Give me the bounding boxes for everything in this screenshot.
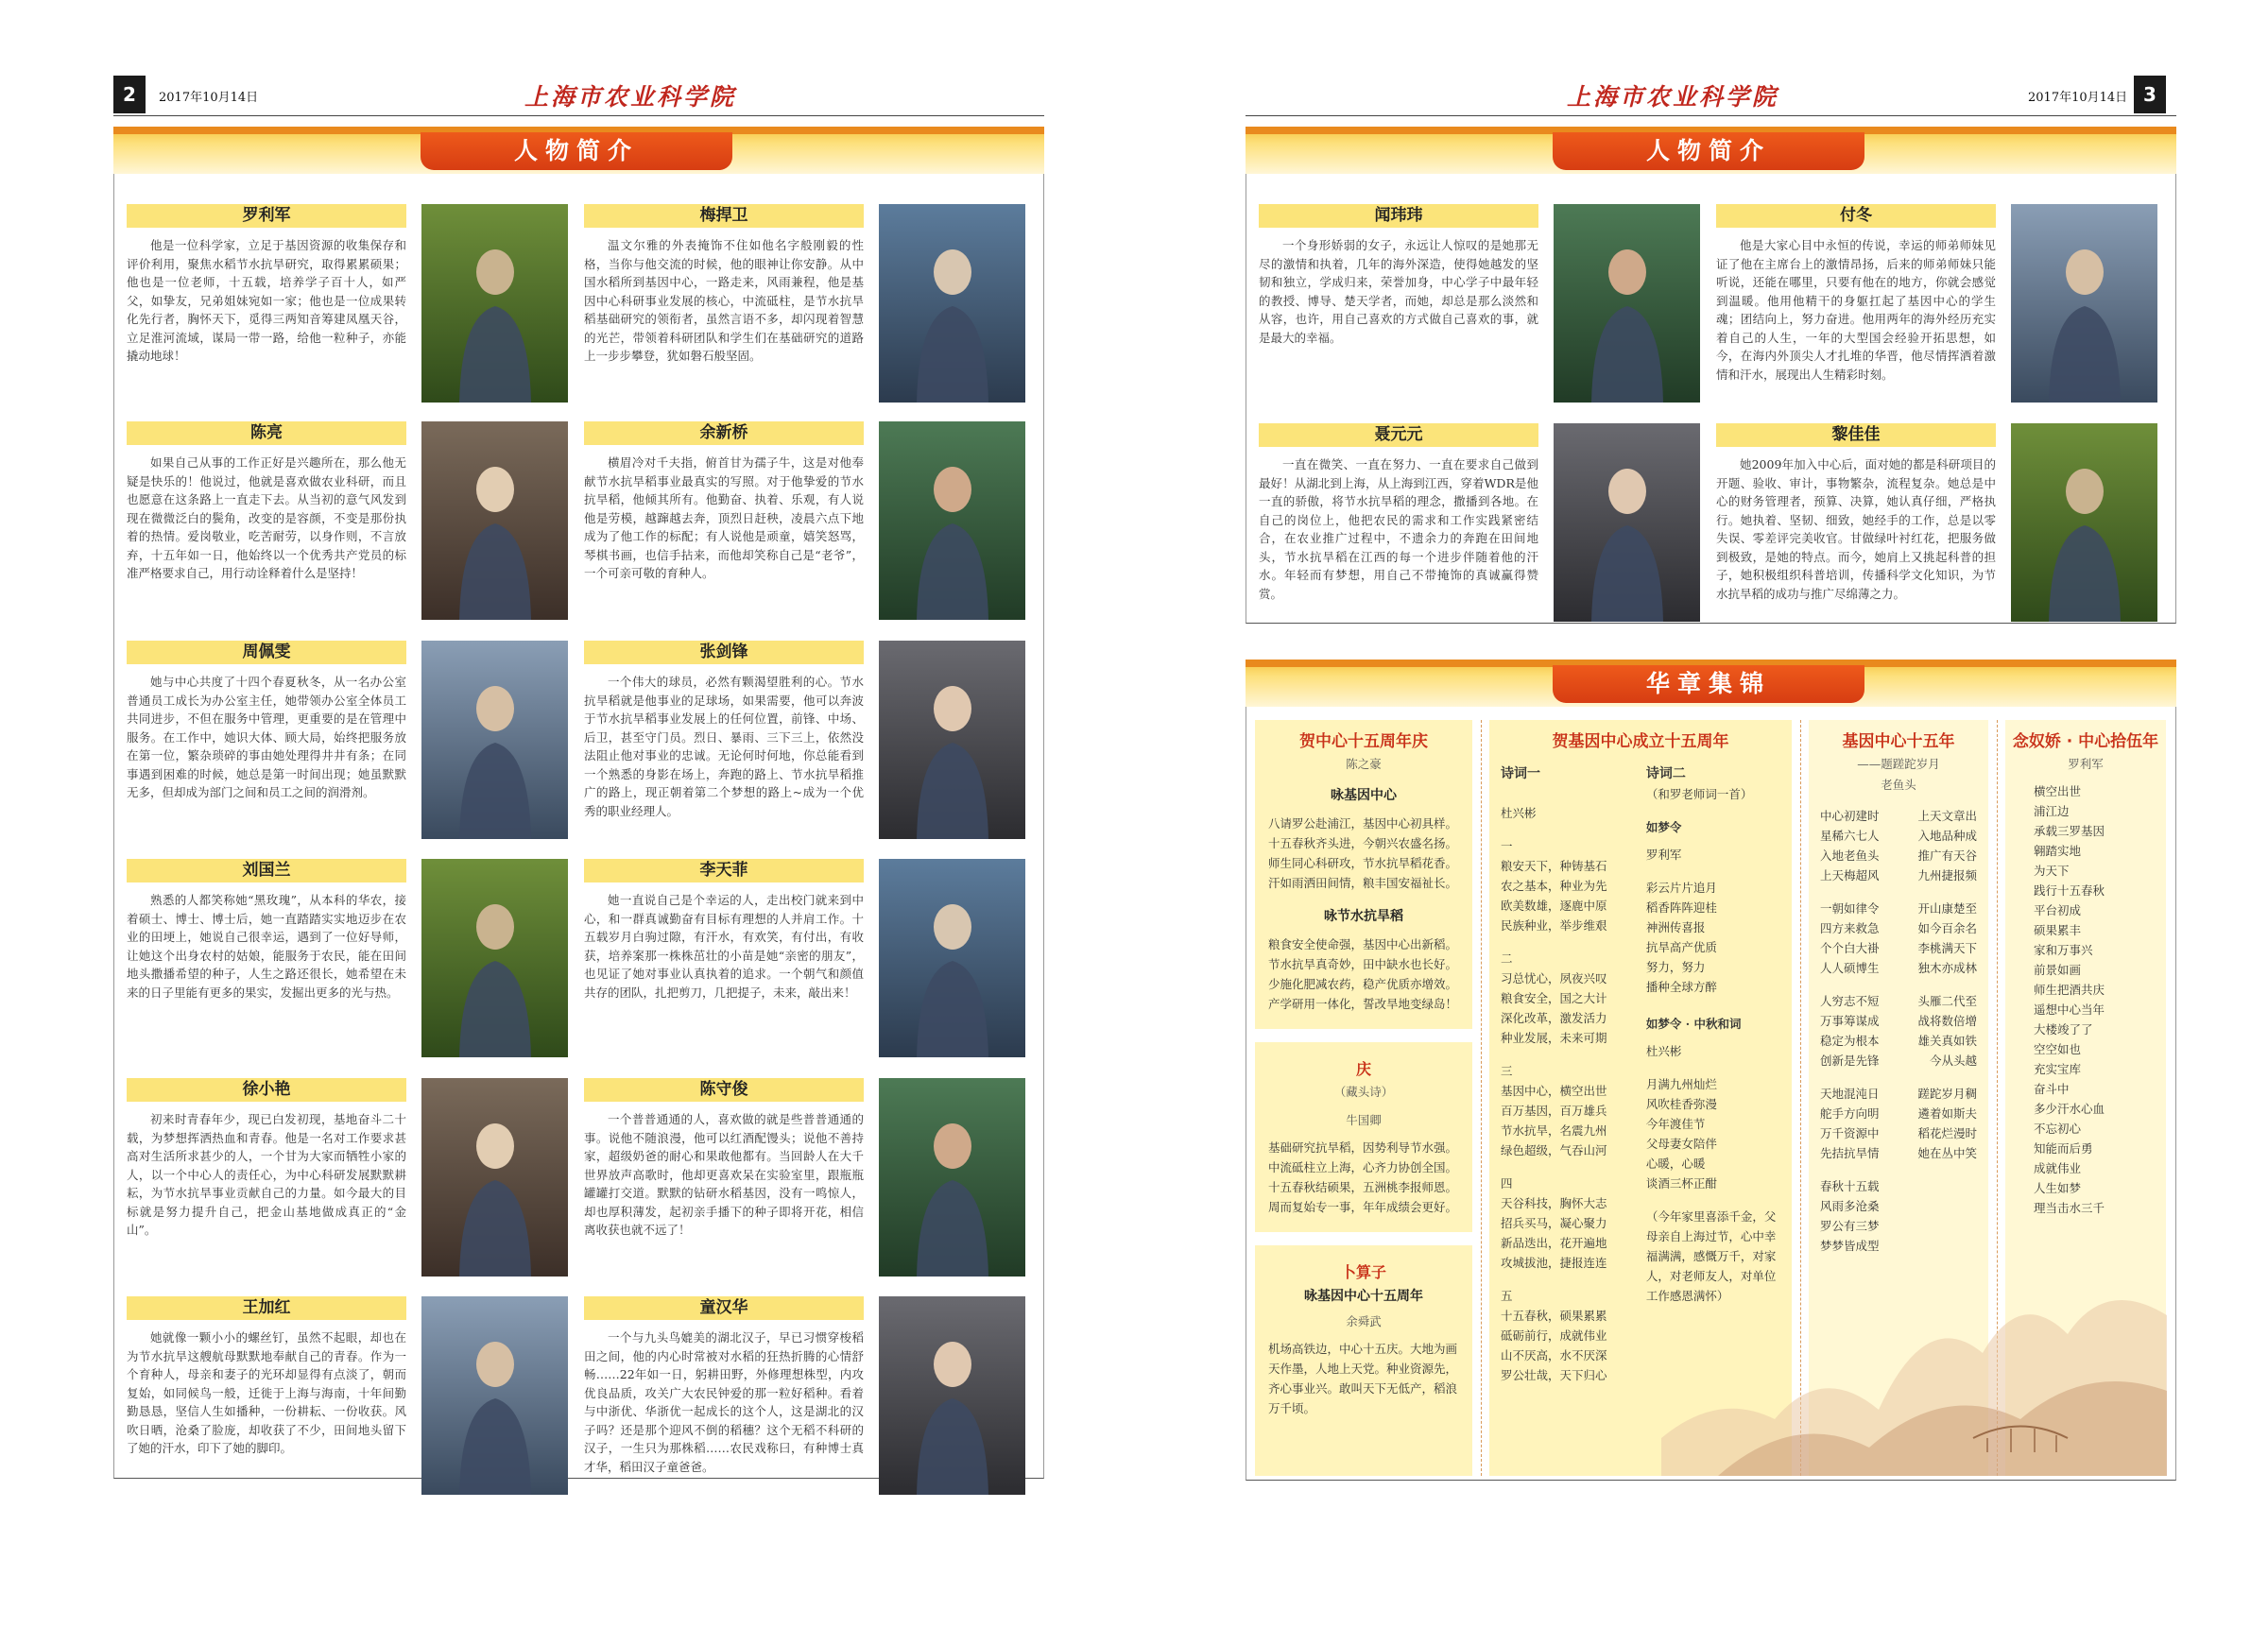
poem-line: 星稀六七人 入地品种成 <box>1820 829 1977 843</box>
poem-part-number: 五 <box>1501 1289 1513 1303</box>
profile-card <box>127 859 571 1071</box>
poem-part-number: 三 <box>1501 1064 1513 1078</box>
right-page <box>1246 76 2176 1531</box>
poem-part <box>1501 1061 1635 1160</box>
poem-line: 罗公壮哉，天下归心 <box>1501 1368 1607 1382</box>
poem-line: 成就伟业 <box>2034 1161 2082 1175</box>
profile-name: 余新桥 <box>584 421 864 445</box>
section2-banner <box>1246 660 2176 707</box>
poem-line: 风吹桂香弥漫 <box>1645 1097 1717 1111</box>
profile-text: 横眉冷对千夫指，俯首甘为孺子牛，这是对他奉献节水抗旱稻事业最真实的写照。对于他挚爱的节水抗旱稻，他倾其所有。他勤奋、执着、乐观，有人说他是劳模，越蹿越去奔，顶烈日赶秧，凌晨六点下地成为了他工作的标配；有人说他是顽童，嬉笑怒骂，琴棋书画，也信手拈来，而他却笑称自己是“老爷”，一个可亲可敬的育种人。 <box>584 455 864 580</box>
profile-card <box>127 1078 571 1291</box>
poem-line: 创新是先锋 今从头越 <box>1820 1054 1977 1068</box>
profile-text: 他是大家心目中永恒的传说，幸运的师弟师妹见证了他在主席台上的激情昂扬，后来的师弟师妹只能听说，还能在哪里，只要有他在的地方，你就会感觉到温暖。他用他精干的身躯扛起了基因中心的学生魂；团结向上，努力奋进。他用两年的海外经历充实着自己的人生，一年的大型国会经验开拓思想，如今，在海内外顶尖人才扎堆的华晋，他尽情挥洒着激情和汗水，展现出人生精彩时刻。 <box>1716 238 1996 382</box>
person-portrait-photo <box>2011 423 2157 622</box>
person-portrait-photo <box>421 641 568 839</box>
poem-subtitle: （藏头诗） <box>1333 1085 1394 1099</box>
profile-name: 陈亮 <box>127 421 406 445</box>
poem-body: 八请罗公赴浦江，基因中心初具样。十五春秋齐头进，今朝兴农盛名扬。师生同心科研攻，节水抗旱稻花香。汗如雨洒田间情，粮丰国安福祉长。 <box>1268 816 1458 890</box>
poem-author: 陈之豪 <box>1346 757 1382 771</box>
poem-line: 稻香阵阵迎桂 <box>1645 900 1717 915</box>
profile-name: 刘国兰 <box>127 859 406 882</box>
poem-line: 抗旱高产优质 <box>1645 940 1717 954</box>
poem-line: 十五春秋，硕果累累 <box>1501 1309 1607 1323</box>
poem-line: 春秋十五载 <box>1820 1179 1880 1193</box>
poem-body: 机场高铁边，中心十五庆。大地为画天作墨，人地上天党。种业资源先，齐心事业兴。敢叫天下无低产，稻浪万千顷。 <box>1268 1342 1458 1415</box>
person-portrait-photo <box>421 859 568 1057</box>
poem-line: 硕果累丰 <box>2034 923 2082 937</box>
profile-card <box>584 859 1028 1071</box>
profile-card <box>584 204 1028 417</box>
poem-heading: 咏节水抗旱稻 <box>1324 909 1403 924</box>
page-number: 3 <box>2134 76 2166 113</box>
profile-card <box>1259 204 1703 417</box>
profile-photo <box>1554 423 1700 622</box>
profile-photo <box>421 421 568 620</box>
poem-author: 罗利军 <box>1645 848 1682 862</box>
poem-line: 攻城拔池，捷报连连 <box>1501 1256 1607 1270</box>
poem-line: 浦江边 <box>2034 804 2070 818</box>
person-portrait-photo <box>421 204 568 403</box>
column-divider <box>1481 720 1482 1476</box>
poem-parts <box>1501 836 1635 1385</box>
poem-line: 践行十五春秋 <box>2034 883 2105 898</box>
poem-line: 平台初成 <box>2034 903 2082 917</box>
ink-landscape-illustration <box>1661 1249 2167 1476</box>
poem-line: 遥想中心当年 <box>2034 1002 2105 1017</box>
poem-line: 个个白大褂 李桃满天下 <box>1820 941 1977 955</box>
poem-line: 粮安天下，种铸基石 <box>1501 859 1607 873</box>
poem-line: 基因中心，横空出世 <box>1501 1084 1607 1098</box>
person-portrait-photo <box>879 204 1025 403</box>
poem-subtitle: ——题蹉跎岁月 <box>1857 757 1940 771</box>
poem-part <box>1501 1286 1635 1385</box>
poem-stanza <box>1820 899 1977 978</box>
profile-text: 她2009年加入中心后，面对她的都是科研项目的开题、验收、审计，事物繁杂，流程复杂。她总是中心的财务管理者，预算、决算，她认真仔细，严格执行。她执着、坚韧、细致，她经手的工作，总是以零失误、零差评完美收官。甘做绿叶衬红花，把服务做到极致，是她的特点。而今，她肩上又挑起科普的担子，她积极组织科普培训，传播科学文化知识，为节水抗旱稻的成功与推广尽绵薄之力。 <box>1716 457 1996 601</box>
profile-text: 如果自己从事的工作正好是兴趣所在，那么他无疑是快乐的！他说过，他就是喜欢做农业科研，而且也愿意在这条路上一直走下去。从当初的意气风发到现在微微泛白的鬓角，改变的是容颜，不变是那份执着的热情。爱岗敬业，吃苦耐劳，以身作则，不言放弃，十五年如一日，他始终以一个优秀共产党员的标准严格要求自己，用行动诠释着什么是坚持！ <box>127 455 406 580</box>
profile-photo <box>879 1078 1025 1277</box>
poem-line: 山不厌高，水不厌深 <box>1501 1348 1607 1362</box>
poem-lines <box>2034 781 2155 1218</box>
poem-line: 一朝如律令 开山康楚至 <box>1820 901 1977 916</box>
section-title: 人物简介 <box>513 137 639 164</box>
person-portrait-photo <box>879 421 1025 620</box>
person-portrait-photo <box>879 1296 1025 1495</box>
profile-name: 聂元元 <box>1259 423 1538 447</box>
person-portrait-photo <box>2011 204 2157 403</box>
profile-text: 她就像一颗小小的螺丝钉，虽然不起眼，却也在为节水抗旱这艘航母默默地奉献自己的青春。作为一个育种人，母亲和妻子的光环却显得有点淡了，朝而复始，如同候鸟一般，迁徙于上海与海南，十年间勤勤恳恳，坚信人生如播种，一份耕耘、一份收获。风吹日晒，沧桑了脸庞，却收获了不少，田间地头留下了她的汗水，印下了她的脚印。 <box>127 1330 406 1455</box>
profile-photo <box>421 1296 568 1495</box>
profile-card <box>1716 204 2160 417</box>
poem-line: 四方来救急 如今百余名 <box>1820 921 1977 935</box>
poem-title: 庆 <box>1355 1060 1371 1078</box>
profile-name: 闻玮玮 <box>1259 204 1538 228</box>
profile-name: 王加红 <box>127 1296 406 1320</box>
poem-line: 万事筹谋成 战将数倍增 <box>1820 1014 1977 1028</box>
poem-heading: 咏基因中心十五周年 <box>1304 1289 1423 1304</box>
poem-line: 翱踏实地 <box>2034 844 2082 858</box>
person-portrait-photo <box>879 1078 1025 1277</box>
poem-heading: 咏基因中心 <box>1331 788 1397 803</box>
profile-text: 初来时青春年少，现已白发初现，基地奋斗二十载，为梦想挥洒热血和青春。他是一名对工作要求甚高对生活所求甚少的人，一个甘为大家而牺牲小家的人，以一个中心人的责任心，为中心科研发展默默耕耘，为节水抗旱事业贡献自己的力量。如今最大的目标就是努力提升自己，把金山基地做成真正的“金山”。 <box>127 1112 406 1237</box>
poem-line: 入地老鱼头 推广有天谷 <box>1820 848 1977 863</box>
poem-title: 贺中心十五周年庆 <box>1299 732 1428 751</box>
profile-photo <box>879 1296 1025 1495</box>
poem-line: 月满九州灿烂 <box>1645 1077 1717 1091</box>
profile-text: 他是一位科学家，立足于基因资源的收集保存和评价利用，聚焦水稻节水抗旱研究，取得累累硕果；他也是一位老师，十五载，培养学子百十人，如严父，如挚友，兄弟姐妹宛如一家；他也是一位成果转化先行者，胸怀天下，觅得三两知音筹建凤凰天谷，立足淮河流域，谋局一带一路，给他一粒种子，亦能撬动地球！ <box>127 238 406 363</box>
poem-line: 习总忧心，夙夜兴叹 <box>1501 971 1607 985</box>
profile-text: 温文尔雅的外表掩饰不住如他名字般刚毅的性格，当你与他交流的时候，他的眼神让你安静。从中国水稻所到基因中心，一路走来，风雨兼程，他是基因中心科研事业发展的核心，中流砥柱，是节水抗旱稻基础研究的领衔者，虽然言语不多，却闪现着智慧的光芒，带领着科研团队和学生们在基础研究的道路上一步步攀登，犹如磐石般坚固。 <box>584 238 864 363</box>
poem-line: 绿色超级，气吞山河 <box>1501 1143 1607 1157</box>
header-rule <box>113 115 1044 116</box>
profile-photo <box>2011 204 2157 403</box>
poem-stanza <box>1820 1176 1977 1256</box>
poem-column-1 <box>1255 720 1472 1476</box>
poem-title: 基因中心十五年 <box>1842 732 1955 751</box>
poem-line: 努力，努力 <box>1645 960 1706 974</box>
profile-name: 张剑锋 <box>584 641 864 664</box>
poem-line: 心暖，心暖 <box>1645 1157 1706 1171</box>
page-number: 2 <box>113 76 146 113</box>
poem-line: 欧美数雄，逐鹿中原 <box>1501 899 1607 913</box>
person-portrait-photo <box>879 859 1025 1057</box>
profile-card <box>1716 423 2160 636</box>
poem-line: 舵手方向明 遴着如斯夫 <box>1820 1106 1977 1121</box>
poem-heading: 诗词一 <box>1501 766 1540 781</box>
profile-photo <box>879 421 1025 620</box>
poem-line: 先拮抗旱情 她在丛中笑 <box>1820 1146 1977 1160</box>
poem-title: 念奴娇 · 中心拾伍年 <box>2012 732 2159 751</box>
header-rule <box>1246 115 2176 116</box>
poem-line: 新品迭出，花开遍地 <box>1501 1236 1607 1250</box>
poem-line: 风雨多沧桑 <box>1820 1199 1880 1213</box>
profile-name: 罗利军 <box>127 204 406 228</box>
poem-line: 今年渡佳节 <box>1645 1117 1706 1131</box>
profile-card <box>584 1296 1028 1509</box>
poem-line: 家和万事兴 <box>2034 943 2093 957</box>
profile-text: 一个与九头鸟媲美的湖北汉子，早已习惯穿梭稻田之间，他的内心时常被对水稻的狂热折腾的心情舒畅……22年如一日，躬耕田野，外修理想株型，内攻优良品质，攻关广大农民钟爱的那一粒好稻种。看着与中浙优、华浙优一起成长的这个人，这是湖北的汉子吗？还是那个迎风不倒的稻穗？这个无稻不科研的汉子，一生只为那株稻……农民戏称曰，有种博士真才华，稻田汉子童爸爸。 <box>584 1330 864 1474</box>
poem-line: 人穷志不短 头雁二代至 <box>1820 994 1977 1008</box>
profile-card <box>127 1296 571 1509</box>
poem-part-number: 二 <box>1501 951 1513 966</box>
poem-part <box>1501 949 1635 1048</box>
poem-line: 理当击水三千 <box>2034 1201 2105 1215</box>
profile-photo <box>421 1078 568 1277</box>
masthead: 上海市农业科学院 <box>524 83 737 111</box>
poem-author: 杜兴彬 <box>1501 806 1537 820</box>
page-header <box>1246 76 2176 113</box>
profile-card <box>584 421 1028 634</box>
poem-part <box>1501 836 1635 935</box>
profile-name: 徐小艳 <box>127 1078 406 1102</box>
profile-card <box>127 641 571 853</box>
poem-line: 种业发展，未来可期 <box>1501 1031 1607 1045</box>
person-portrait-photo <box>879 641 1025 839</box>
poem-author: 余舜武 <box>1346 1314 1382 1328</box>
poem-line: 神洲传喜报 <box>1645 920 1706 934</box>
poem-line: 梦梦皆成型 <box>1820 1239 1880 1253</box>
profile-text: 她一直说自己是个幸运的人，走出校门就来到中心，和一群真诚勤奋有目标有理想的人并肩工作。十五载岁月白驹过隙，有汗水，有欢笑，有付出，有收获，培养案那一株株茁壮的小苗是她“亲密的朋友”，也见证了她对事业认真执着的追求。一个朝气和颜值共存的团队，扎把剪刀，几把提子，未来，敲出来！ <box>584 893 864 1000</box>
person-portrait-photo <box>1554 204 1700 403</box>
poem-author: 罗利军 <box>2068 757 2104 771</box>
person-portrait-photo <box>421 1296 568 1495</box>
profile-photo <box>879 859 1025 1057</box>
profile-photo <box>879 204 1025 403</box>
poem-author: 杜兴彬 <box>1645 1044 1682 1058</box>
poem-line: 民族种业，举步维艰 <box>1501 918 1607 933</box>
profile-name: 陈守俊 <box>584 1078 864 1102</box>
profile-card <box>1259 423 1703 636</box>
poem-line: 稳定为根本 雄关真如铁 <box>1820 1034 1977 1048</box>
poem-line: 充实宝库 <box>2034 1062 2082 1076</box>
masthead: 上海市农业科学院 <box>1567 83 1779 111</box>
profile-text: 一个伟大的球员，必然有颗渴望胜利的心。节水抗旱稻就是他事业的足球场，如果需要，他可以奔波于节水抗旱稻事业发展上的任何位置，前锋、中场、后卫，甚至守门员。烈日、暴雨、三下三上，依然没法阻止他对事业的忠诚。无论何时何地，你总能看到一个熟悉的身影在场上，奔跑的路上、节水抗旱稻推广的路上，现正朝着第二个梦想的路上~成为一个优秀的职业经理人。 <box>584 675 864 818</box>
poem-title: 卜算子 <box>1340 1263 1386 1281</box>
poem-note: （今年家里喜添千金，父母亲自上海过节，心中幸福满满，感慨万千，对家人，对老师友人，对单位工作感恩满怀） <box>1645 1209 1777 1303</box>
left-page <box>113 76 1044 1531</box>
profile-card <box>584 641 1028 853</box>
person-portrait-photo <box>1554 423 1700 622</box>
profile-photo <box>2011 423 2157 622</box>
poem-line: 人人硕博生 独木亦成林 <box>1820 961 1977 975</box>
poem-stanzas <box>1820 806 1977 1256</box>
poem-line: 播种全球方醉 <box>1645 980 1717 994</box>
profile-photo <box>421 859 568 1057</box>
section-title: 人物简介 <box>1645 137 1771 164</box>
issue-date: 2017年10月14日 <box>159 91 259 105</box>
profile-name: 付冬 <box>1716 204 1996 228</box>
section2-title: 华章集锦 <box>1645 670 1771 697</box>
profile-name: 周佩雯 <box>127 641 406 664</box>
poem-subtitle: （和罗老师词一首） <box>1645 787 1753 801</box>
poem-line: 万千资源中 稻花烂漫时 <box>1820 1126 1977 1140</box>
poem-part <box>1501 1174 1635 1273</box>
poem-line: 彩云片片追月 <box>1645 881 1717 895</box>
poem-part-number: 一 <box>1501 839 1513 853</box>
poem-line: 奋斗中 <box>2034 1082 2070 1096</box>
person-portrait-photo <box>421 1078 568 1277</box>
profile-card <box>127 421 571 634</box>
poem-stanza <box>1820 806 1977 885</box>
poem-lines <box>1646 1074 1780 1193</box>
profile-card <box>584 1078 1028 1291</box>
profile-text: 熟悉的人都笑称她“黑玫瑰”，从本科的华农，接着硕士、博士、博士后，她一直踏踏实实地迈步在农业的田埂上，她说自己很幸运，遇到了一位好导师，让她这个出身农村的姑娘，能服务于农民，能在田间地头撒播希望的种子，人生之路还很长，她希望在未来的日子里能有更多的果实，发掘出更多的光与热。 <box>127 893 406 1000</box>
poem-line: 知能而后勇 <box>2034 1141 2093 1156</box>
issue-date: 2017年10月14日 <box>2028 91 2128 105</box>
poem-line: 百万基因，百万雄兵 <box>1501 1104 1607 1118</box>
page-header <box>113 76 1044 113</box>
poem-line: 师生把酒共庆 <box>2034 983 2105 997</box>
section-banner <box>113 127 1044 174</box>
profile-name: 黎佳佳 <box>1716 423 1996 447</box>
poem-line: 谈酒三杯正酣 <box>1645 1176 1717 1191</box>
poem-line: 为天下 <box>2034 864 2070 878</box>
poem-stanza <box>1820 1084 1977 1163</box>
profile-text: 一直在微笑、一直在努力、一直在要求自己做到最好！从湖北到上海，从上海到江西，穿着WDR是他一直的骄傲，将节水抗旱稻的理念，撒播到各地。在自己的岗位上，他把农民的需求和工作实践紧密结合，在农业推广过程中，不遗余力的奔跑在田间地头，节水抗旱稻在江西的每一个进步伴随着他的汗水。年轻而有梦想，用自己不带掩饰的真诚赢得赞赏。 <box>1259 457 1538 601</box>
poem-body: 粮食安全使命强，基因中心出新稻。节水抗旱真奇妙，田中缺水也长好。少施化肥减农药，稳产优质亦增效。产学研用一体化，誓改旱地变绿岛！ <box>1268 937 1458 1011</box>
poem-line: 砥砺前行，成就伟业 <box>1501 1328 1607 1343</box>
poem-line: 招兵买马，凝心聚力 <box>1501 1216 1607 1230</box>
profile-photo <box>879 641 1025 839</box>
poem-heading: 诗词二 <box>1645 766 1686 781</box>
profile-photo <box>421 641 568 839</box>
poem-line: 罗公有三梦 <box>1820 1219 1880 1233</box>
poem-body: 基础研究抗旱稻，因势利导节水强。中流砥柱立上海，心齐力协创全国。十五春秋结硕果，五洲桃李报师恩。周而复始专一事，年年成绩会更好。 <box>1268 1140 1458 1214</box>
poem-part-number: 四 <box>1501 1176 1513 1191</box>
poem-line: 天地混沌日 蹉跎岁月稠 <box>1820 1087 1977 1101</box>
poem-line: 农之基本，种业为先 <box>1501 879 1607 893</box>
poem-heading: 如梦令 · 中秋和词 <box>1645 1017 1742 1031</box>
poem-stanza <box>1820 991 1977 1071</box>
poem-line: 横空出世 <box>2034 784 2082 798</box>
poem-line: 节水抗旱，名震九州 <box>1501 1123 1607 1138</box>
poem-line: 深化改革，激发活力 <box>1501 1011 1607 1025</box>
person-portrait-photo <box>421 421 568 620</box>
profile-text: 一个身形娇弱的女子，永远让人惊叹的是她那无尽的激情和执着，几年的海外深造，使得她越发的坚韧和独立，学成归来，荣誉加身，中心学子中最年轻的教授、博导、楚天学者，而她，却总是那么淡然和从容，也许，用自己喜欢的方式做自己喜欢的事，就是最大的幸福。 <box>1259 238 1538 345</box>
poem-line: 上天梅超风 九州捷报频 <box>1820 868 1977 882</box>
poem-line: 天谷科技，胸怀大志 <box>1501 1196 1607 1210</box>
poetry-columns <box>1255 720 2167 1476</box>
section-banner <box>1246 127 2176 174</box>
poem-line: 大楼竣了了 <box>2034 1022 2093 1037</box>
profile-card <box>127 204 571 417</box>
poem-line: 父母妻女陪伴 <box>1645 1137 1717 1151</box>
profile-name: 童汉华 <box>584 1296 864 1320</box>
profile-photo <box>421 204 568 403</box>
poem-lines <box>1646 878 1780 997</box>
profile-name: 李天菲 <box>584 859 864 882</box>
poem-line: 空空如也 <box>2034 1042 2082 1056</box>
profile-photo <box>1554 204 1700 403</box>
poem-line: 粮食安全，国之大计 <box>1501 991 1607 1005</box>
poem-title: 贺基因中心成立十五周年 <box>1552 732 1729 751</box>
profile-name: 梅捍卫 <box>584 204 864 228</box>
poem-line: 人生如梦 <box>2034 1181 2082 1195</box>
poem-line: 多少汗水心血 <box>2034 1102 2105 1116</box>
profile-text: 一个普普通通的人，喜欢做的就是些普普通通的事。说他不随浪漫，他可以红酒配馒头；说他不善持家，超级奶爸的耐心和果敢他都有。当回龄人在大千世界放声高歌时，他却更喜欢呆在实验室里，跟瓶瓶罐罐打交道。默默的钻研水稻基因，没有一鸣惊人，却也厚积薄发，起初亲手播下的种子即将开花，相信离收获也就不远了！ <box>584 1112 864 1237</box>
poem-line: 不忘初心 <box>2034 1122 2082 1136</box>
poem-line: 承载三罗基因 <box>2034 824 2105 838</box>
poem-heading: 如梦令 <box>1645 820 1682 834</box>
poem-line: 前景如画 <box>2034 963 2082 977</box>
profile-text: 她与中心共度了十四个春夏秋冬，从一名办公室普通员工成长为办公室主任，她带领办公室全体员工共同进步，不但在服务中管理，更重要的是在管理中服务。在工作中，她识大体、顾大局，始终把服务放在第一位，繁杂琐碎的事由她处理得井井有条；在同事遇到困难的时候，她总是第一时间出现；她虽默默无多，但却成为部门之间和员工之间的润滑剂。 <box>127 675 406 799</box>
poem-author: 老鱼头 <box>1881 778 1916 792</box>
poem-author: 牛国卿 <box>1346 1113 1382 1127</box>
poem-line: 中心初建时 上天文章出 <box>1820 809 1977 823</box>
